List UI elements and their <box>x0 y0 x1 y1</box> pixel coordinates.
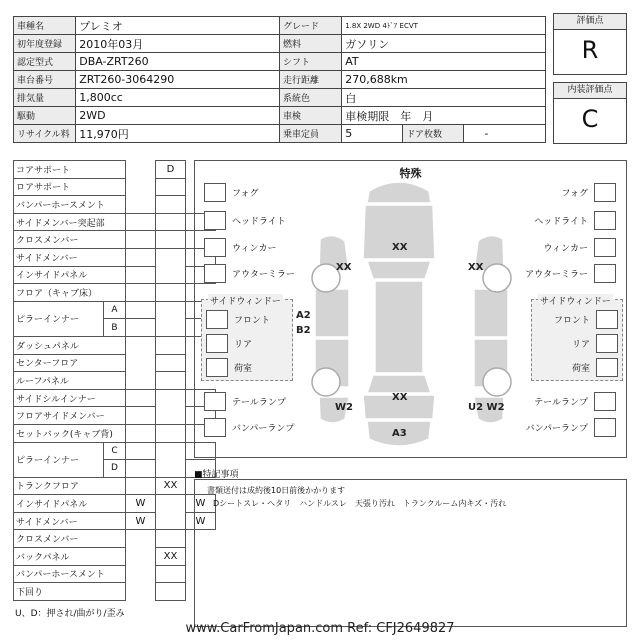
diagram-title: 特殊 <box>399 167 422 180</box>
label-doors: ドア枚数 <box>403 125 464 143</box>
table-row <box>14 442 216 460</box>
checkbox[interactable] <box>596 358 618 377</box>
option-window-rear-left: リア <box>206 334 252 353</box>
label-model-code: 認定型式 <box>14 53 76 71</box>
option-window-rear-right: リア <box>572 334 618 353</box>
option-winker-right: ウィンカー <box>544 238 616 257</box>
info-row <box>14 35 546 53</box>
label-model: 車種名 <box>14 17 76 35</box>
row-label: ピラーインナー <box>14 301 104 336</box>
mark-rear-bumper: A3 <box>392 428 407 439</box>
table-row <box>14 530 216 548</box>
label-mileage: 走行距離 <box>279 71 341 89</box>
option-window-cargo-left: 荷室 <box>206 358 252 377</box>
table-row <box>14 231 216 249</box>
vehicle-info-table <box>13 16 546 143</box>
checkbox[interactable] <box>206 310 228 329</box>
label-recycle-fee: リサイクル料 <box>14 125 76 143</box>
checkbox[interactable] <box>594 418 616 437</box>
option-fog-left: フォグ <box>204 183 259 202</box>
cell-mark <box>126 319 156 337</box>
option-mirror-right: アウターミラー <box>525 264 616 283</box>
row-label: バンパーホースメント <box>14 196 126 214</box>
row-label: コアサポート <box>14 161 126 179</box>
side-window-right-title: サイドウィンドー <box>538 294 613 307</box>
overall-score-box <box>553 13 627 75</box>
info-row <box>14 53 546 71</box>
label-displacement: 排気量 <box>14 89 76 107</box>
notes-box <box>194 479 627 627</box>
checkbox[interactable] <box>594 392 616 411</box>
interior-score-label: 内装評価点 <box>554 83 626 99</box>
notes-line: 書類送付は成約後10日前後かかります <box>207 486 346 495</box>
mark-trunk: XX <box>392 392 408 403</box>
cell-mark: W <box>186 495 216 513</box>
value-first-registration: 2010年03月 <box>76 35 280 53</box>
label-chassis: 車台番号 <box>14 71 76 89</box>
value-mileage: 270,688km <box>342 71 546 89</box>
side-window-right-group <box>531 299 623 381</box>
mark-left-front-door: A2 <box>296 310 311 321</box>
checkbox[interactable] <box>204 238 226 257</box>
row-label: サイドメンバー突起部 <box>14 213 126 231</box>
table-row <box>14 424 216 442</box>
table-row <box>14 565 216 583</box>
row-label: セットバック(キャブ背) <box>14 424 126 442</box>
value-chassis: ZRT260-3064290 <box>76 71 280 89</box>
row-label: クロスメンバー <box>14 530 126 548</box>
cell-mark <box>156 565 186 583</box>
checkbox[interactable] <box>594 211 616 230</box>
info-row <box>14 71 546 89</box>
value-model-code: DBA-ZRT260 <box>76 53 280 71</box>
cell-mark <box>126 442 156 460</box>
cell-mark <box>126 301 156 319</box>
interior-score-box <box>553 82 627 144</box>
checkbox[interactable] <box>204 418 226 437</box>
option-winker-left: ウィンカー <box>204 238 276 257</box>
value-grade: 1.8X 2WD 4ﾄﾞｱ ECVT <box>342 17 546 35</box>
cell-mark <box>156 372 186 390</box>
option-headlight-left: ヘッドライト <box>204 211 286 230</box>
info-row <box>14 107 546 125</box>
table-row <box>14 301 216 319</box>
table-row <box>14 407 216 425</box>
label-fuel: 燃料 <box>279 35 341 53</box>
overall-score-value: R <box>581 36 599 64</box>
table-row <box>14 389 216 407</box>
label-color: 系統色 <box>279 89 341 107</box>
cell-mark <box>156 354 186 372</box>
cell-mark <box>126 389 156 407</box>
row-label: バンパーホースメント <box>14 565 126 583</box>
cell-mark: D <box>156 161 186 179</box>
table-row <box>14 161 216 179</box>
cell-mark <box>156 583 186 601</box>
info-row <box>14 89 546 107</box>
table-row <box>14 548 216 566</box>
option-mirror-left: アウターミラー <box>204 264 295 283</box>
row-label: インサイドパネル <box>14 495 126 513</box>
label-capacity: 乗車定員 <box>279 125 341 143</box>
table-row <box>14 248 216 266</box>
row-label: ルーフパネル <box>14 372 126 390</box>
checkbox[interactable] <box>596 334 618 353</box>
label-inspection: 車検 <box>279 107 341 125</box>
checkbox[interactable] <box>594 238 616 257</box>
car-diagram <box>194 160 627 458</box>
option-headlight-right: ヘッドライト <box>534 211 616 230</box>
cell-mark: XX <box>156 477 186 495</box>
value-capacity: 5 <box>342 125 403 143</box>
value-fuel: ガソリン <box>342 35 546 53</box>
checkbox[interactable] <box>204 183 226 202</box>
value-color: 白 <box>342 89 546 107</box>
checkbox[interactable] <box>594 264 616 283</box>
option-bumperlamp-left: バンパーランプ <box>204 418 294 437</box>
option-taillamp-right: テールランプ <box>534 392 616 411</box>
value-inspection: 車検期限 年 月 <box>342 107 546 125</box>
watermark: www.CarFromJapan.com Ref: CFJ2649827 <box>185 621 455 636</box>
value-recycle-fee: 11,970円 <box>76 125 280 143</box>
table-row <box>14 284 216 302</box>
row-label: ロアサポート <box>14 178 126 196</box>
mark-right-rear: U2 W2 <box>468 402 505 413</box>
value-model: プレミオ <box>76 17 280 35</box>
row-label: ダッシュパネル <box>14 336 126 354</box>
value-doors: - <box>464 125 546 143</box>
mark-front-left-fender: XX <box>336 262 352 273</box>
checkbox[interactable] <box>206 358 228 377</box>
sub-label: A <box>104 301 126 319</box>
row-label: トランクフロア <box>14 477 126 495</box>
row-label: ピラーインナー <box>14 442 104 477</box>
option-bumperlamp-right: バンパーランプ <box>526 418 616 437</box>
info-row <box>14 17 546 35</box>
label-first-registration: 初年度登録 <box>14 35 76 53</box>
option-window-cargo-right: 荷室 <box>572 358 618 377</box>
interior-score-value: C <box>581 105 599 133</box>
table-row <box>14 213 216 231</box>
table-row <box>14 178 216 196</box>
mark-front-right-fender: XX <box>468 262 484 273</box>
table-row <box>14 354 216 372</box>
row-label: 下回り <box>14 583 126 601</box>
cell-mark <box>126 407 156 425</box>
table-row <box>14 583 216 601</box>
mark-left-rear: W2 <box>335 402 353 413</box>
sub-label: B <box>104 319 126 337</box>
row-label: フロアサイドメンバー <box>14 407 126 425</box>
frame-damage-table <box>13 160 216 601</box>
cell-mark <box>156 530 186 548</box>
notes-line: Dシートスレ・ヘタリ ハンドルスレ 天張り汚れ トランクルーム内キズ・汚れ <box>213 499 507 508</box>
cell-mark <box>156 231 186 249</box>
row-label: フロア（キャブ床） <box>14 284 126 302</box>
row-label: センターフロア <box>14 354 126 372</box>
side-window-left-group <box>201 299 293 381</box>
label-grade: グレード <box>279 17 341 35</box>
value-drive: 2WD <box>76 107 280 125</box>
table-row <box>14 196 216 214</box>
checkbox[interactable] <box>204 211 226 230</box>
overall-score-label: 評価点 <box>554 14 626 30</box>
option-window-front-right: フロント <box>554 310 618 329</box>
row-label: サイドシルインナー <box>14 389 126 407</box>
row-label: バックパネル <box>14 548 126 566</box>
cell-mark <box>126 213 156 231</box>
side-window-left-title: サイドウィンドー <box>208 294 283 307</box>
notes-title: ■特記事項 <box>194 470 239 480</box>
cell-mark <box>156 284 186 302</box>
checkbox[interactable] <box>204 264 226 283</box>
checkbox[interactable] <box>206 334 228 353</box>
checkbox[interactable] <box>594 183 616 202</box>
value-displacement: 1,800cc <box>76 89 280 107</box>
info-row <box>14 125 546 143</box>
table-row <box>14 512 216 530</box>
label-shift: シフト <box>279 53 341 71</box>
table-row <box>14 266 216 284</box>
cell-mark: W <box>186 512 216 530</box>
cell-mark: W <box>126 512 156 530</box>
value-shift: AT <box>342 53 546 71</box>
row-label: サイドメンバー <box>14 512 126 530</box>
sub-label: C <box>104 442 126 460</box>
cell-mark <box>126 460 156 478</box>
option-taillamp-left: テールランプ <box>204 392 286 411</box>
table-row <box>14 372 216 390</box>
cell-mark <box>126 248 156 266</box>
cell-mark <box>126 266 156 284</box>
cell-mark <box>156 424 186 442</box>
label-drive: 駆動 <box>14 107 76 125</box>
mark-hood: XX <box>392 242 408 253</box>
table-row <box>14 336 216 354</box>
table-row <box>14 477 216 495</box>
sub-label: D <box>104 460 126 478</box>
cell-mark: XX <box>156 548 186 566</box>
cell-mark <box>156 178 186 196</box>
row-label: インサイドパネル <box>14 266 126 284</box>
option-window-front-left: フロント <box>206 310 270 329</box>
mark-left-rear-door: B2 <box>296 325 311 336</box>
checkbox[interactable] <box>596 310 618 329</box>
damage-legend: U、D：押され/曲がり/歪み <box>15 609 125 619</box>
table-row <box>14 495 216 513</box>
cell-mark: W <box>126 495 156 513</box>
row-label: クロスメンバー <box>14 231 126 249</box>
cell-mark <box>156 336 186 354</box>
row-label: サイドメンバー <box>14 248 126 266</box>
option-fog-right: フォグ <box>561 183 616 202</box>
checkbox[interactable] <box>204 392 226 411</box>
cell-mark <box>156 196 186 214</box>
